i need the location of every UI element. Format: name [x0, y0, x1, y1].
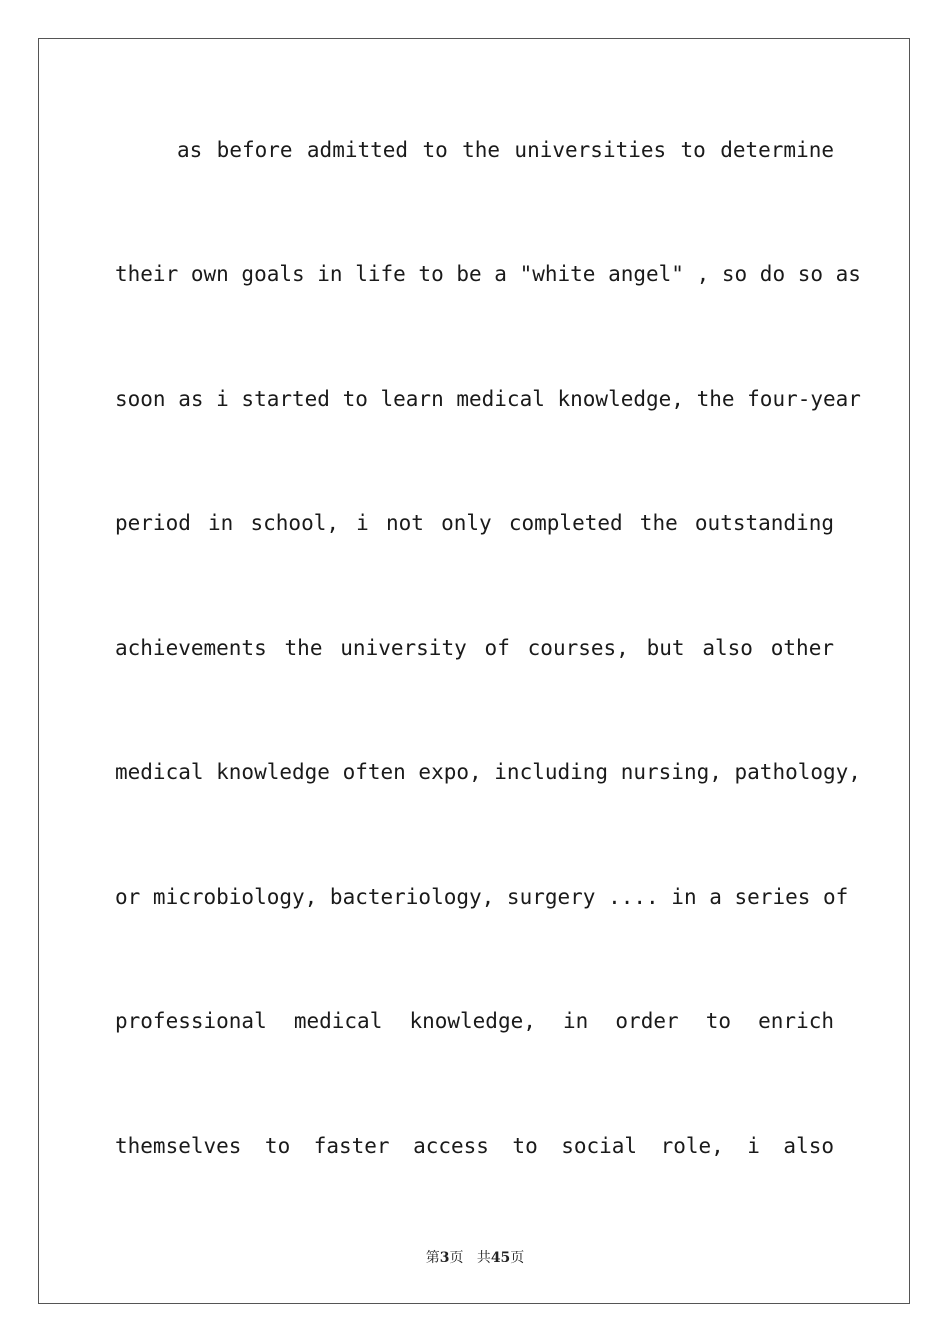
page-prefix: 第 — [425, 1250, 440, 1266]
text-line: medical knowledge often expo, including nursing, pathology, — [115, 760, 861, 784]
page-number: 3 — [439, 1250, 450, 1266]
text-line: or microbiology, bacteriology, surgery .... in a series of — [115, 885, 849, 909]
page-footer — [0, 1247, 950, 1267]
text-line: achievements the university of courses, but also other — [115, 636, 834, 660]
text-line: their own goals in life to be a "white angel" , so do so as — [115, 262, 861, 286]
text-line: themselves to faster access to social role, i also — [115, 1134, 834, 1158]
text-line: soon as i started to learn medical knowledge, the four-year — [115, 387, 861, 411]
total-suffix: 页 — [510, 1250, 525, 1266]
total-pages: 45 — [490, 1250, 511, 1266]
page-suffix: 页 — [449, 1250, 464, 1266]
text-line: period in school, i not only completed the outstanding — [115, 511, 834, 535]
text-line: professional medical knowledge, in order to enrich — [115, 1009, 834, 1033]
page-border — [38, 38, 910, 1304]
text-line: as before admitted to the universities to determine — [177, 138, 834, 162]
total-prefix: 共 — [476, 1250, 491, 1266]
